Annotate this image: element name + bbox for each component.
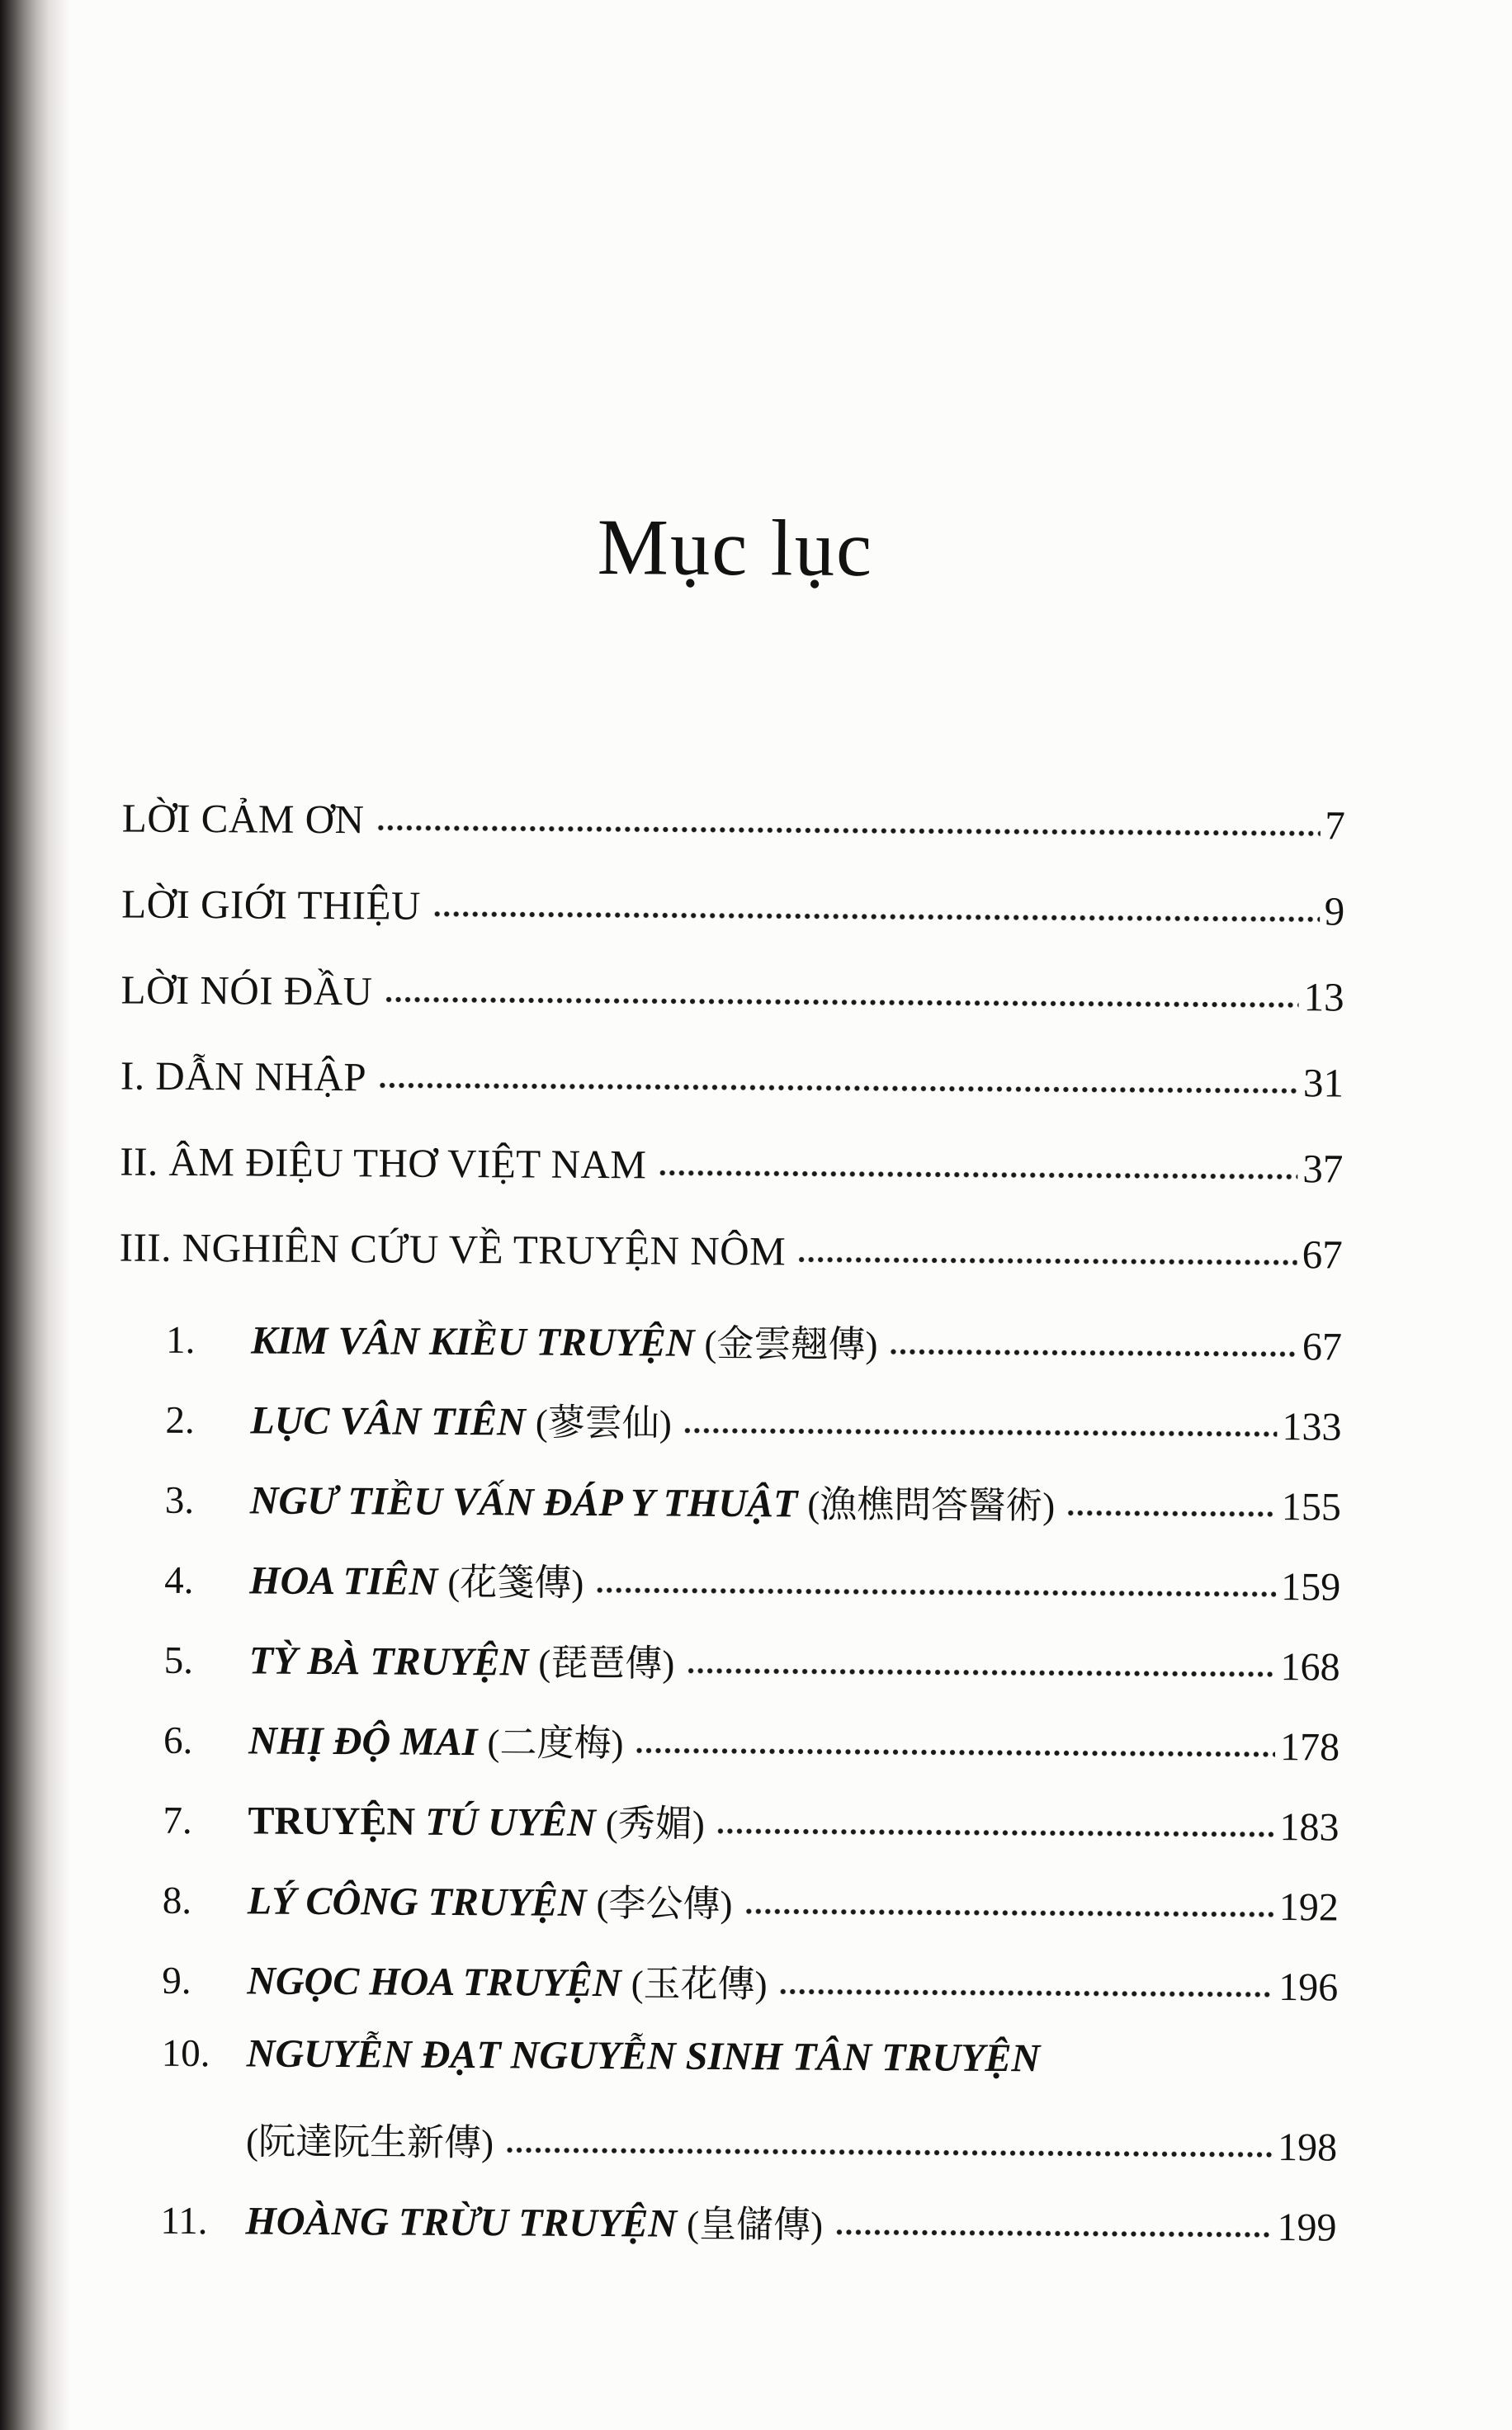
toc-chapter-row: [115, 1950, 1339, 2037]
entry-page-number: 7: [1325, 802, 1346, 849]
entry-page-number: 199: [1277, 2205, 1337, 2250]
entry-title: KIM VÂN KIỀU TRUYỆN (金雲翹傳): [250, 1318, 878, 1366]
entry-cjk: (李公傳): [596, 1883, 733, 1926]
entry-title: NGỌC HOA TRUYỆN (玉花傳): [247, 1959, 768, 2006]
entry-label: LỜI NÓI ĐẦU: [120, 967, 373, 1014]
entry-page-number: 183: [1279, 1805, 1340, 1850]
entry-number: 7.: [163, 1799, 192, 1843]
toc-front-row: [120, 966, 1344, 1059]
dot-leader: [432, 909, 1320, 925]
toc-front-row: [121, 880, 1345, 973]
entry-label: LỜI GIỚI THIỆU: [121, 881, 422, 929]
toc-chapter-row: [116, 1870, 1340, 1957]
toc-front-row: [120, 1052, 1344, 1145]
dot-leader: [1066, 1507, 1277, 1520]
entry-number: 9.: [162, 1959, 191, 2003]
entry-number: 5.: [163, 1638, 194, 1683]
entry-page-number: 159: [1281, 1565, 1341, 1610]
entry-page-number: 196: [1278, 1965, 1339, 2010]
entry-page-number: 178: [1279, 1725, 1340, 1770]
toc-front-row: [119, 1223, 1343, 1317]
entry-title: [246, 2111, 494, 2166]
entry-page-number: 192: [1278, 1885, 1340, 1930]
entry-cjk: (阮達阮生新傳): [245, 2120, 494, 2164]
entry-cjk: (蓼雲仙): [535, 1402, 672, 1444]
entry-page-number: 67: [1302, 1325, 1343, 1369]
toc-chapter-row: [117, 1469, 1341, 1557]
entry-title: TỲ BÀ TRUYỆN (琵琶傳): [248, 1638, 675, 1685]
toc-chapter-row: [116, 1709, 1340, 1797]
entry-cjk: (秀媚): [605, 1803, 705, 1845]
entry-page-number: 155: [1281, 1485, 1341, 1529]
entry-number: 8.: [162, 1879, 192, 1923]
page-title: Mục lục: [597, 502, 874, 593]
entry-label: III. NGHIÊN CỨU VỀ TRUYỆN NÔM: [119, 1224, 787, 1274]
entry-cjk: (金雲翹傳): [704, 1322, 878, 1366]
toc-chapter-row: [116, 1789, 1340, 1877]
entry-number: 3.: [164, 1478, 195, 1523]
entry-cjk: (漁樵問答醫術): [807, 1483, 1056, 1527]
table-of-contents: [113, 794, 1345, 2277]
dot-leader: [889, 1346, 1297, 1359]
entry-page-number: 133: [1282, 1405, 1342, 1449]
toc-front-row: [121, 794, 1345, 887]
dot-leader: [797, 1254, 1297, 1268]
entry-number: 4.: [164, 1558, 194, 1603]
entry-page-number: 13: [1303, 974, 1344, 1020]
entry-page-number: 9: [1324, 888, 1345, 934]
entry-page-number: 37: [1302, 1146, 1344, 1192]
entry-cjk: (二度梅): [487, 1722, 624, 1765]
entry-cjk: (皇儲傳): [686, 2203, 824, 2246]
entry-cjk: (玉花傳): [631, 1963, 768, 2006]
entry-page-number: 31: [1302, 1060, 1344, 1106]
toc-chapter-row: [113, 2190, 1337, 2277]
toc-chapter-row: [117, 1549, 1341, 1637]
dot-leader: [716, 1826, 1275, 1840]
entry-title: NGUYỄN ĐẠT NGUYỄN SINH TÂN TRUYỆN: [246, 2031, 1041, 2081]
entry-title: LỤC VÂN TIÊN (蓼雲仙): [250, 1398, 672, 1444]
dot-leader: [376, 822, 1320, 839]
book-spine-shadow: [0, 0, 70, 2430]
dot-leader: [595, 1585, 1276, 1600]
toc-front-row: [120, 1137, 1344, 1231]
entry-title: HOA TIÊN (花箋傳): [249, 1558, 584, 1604]
entry-page-number: 168: [1280, 1645, 1340, 1690]
toc-chapter-row-continuation: [114, 2110, 1338, 2197]
entry-title: TRUYỆN TÚ UYÊN (秀媚): [248, 1799, 705, 1846]
toc-page: [113, 0, 1350, 2277]
entry-label: LỜI CẢM ƠN: [121, 795, 365, 843]
dot-leader: [686, 1666, 1275, 1680]
entry-cjk: (琵琶傳): [538, 1642, 675, 1685]
entry-number: 11.: [160, 2199, 208, 2243]
entry-label: II. ÂM ĐIỆU THƠ VIỆT NAM: [120, 1138, 647, 1188]
entry-label: I. DẪN NHẬP: [120, 1052, 367, 1100]
entry-page-number: 67: [1302, 1232, 1343, 1278]
entry-number: 6.: [163, 1718, 193, 1763]
entry-page-number: 198: [1277, 2125, 1338, 2170]
entry-number: 10.: [161, 2031, 210, 2076]
dot-leader: [658, 1167, 1297, 1182]
entry-cjk: (花箋傳): [447, 1561, 584, 1604]
toc-chapter-row: [118, 1389, 1342, 1477]
entry-title: HOÀNG TRỪU TRUYỆN (皇儲傳): [245, 2199, 824, 2246]
entry-number: 1.: [165, 1318, 196, 1363]
dot-leader: [635, 1745, 1275, 1760]
toc-chapter-row: [119, 1309, 1343, 1397]
entry-title: NGƯ TIỀU VẤN ĐÁP Y THUẬT (漁樵問答醫術): [249, 1478, 1056, 1527]
dot-leader: [505, 2144, 1273, 2160]
dot-leader: [744, 1906, 1273, 1920]
entry-number: 2.: [165, 1398, 195, 1443]
toc-chapter-row: [116, 1629, 1340, 1717]
dot-leader: [378, 1080, 1298, 1096]
dot-leader: [779, 1986, 1274, 2000]
toc-chapter-row: [114, 2030, 1338, 2117]
dot-leader: [384, 994, 1298, 1010]
dot-leader: [683, 1425, 1278, 1440]
entry-title: LÝ CÔNG TRUYỆN (李公傳): [247, 1879, 733, 1926]
entry-title: NHỊ ĐỘ MAI (二度梅): [248, 1718, 624, 1765]
dot-leader: [834, 2227, 1273, 2240]
